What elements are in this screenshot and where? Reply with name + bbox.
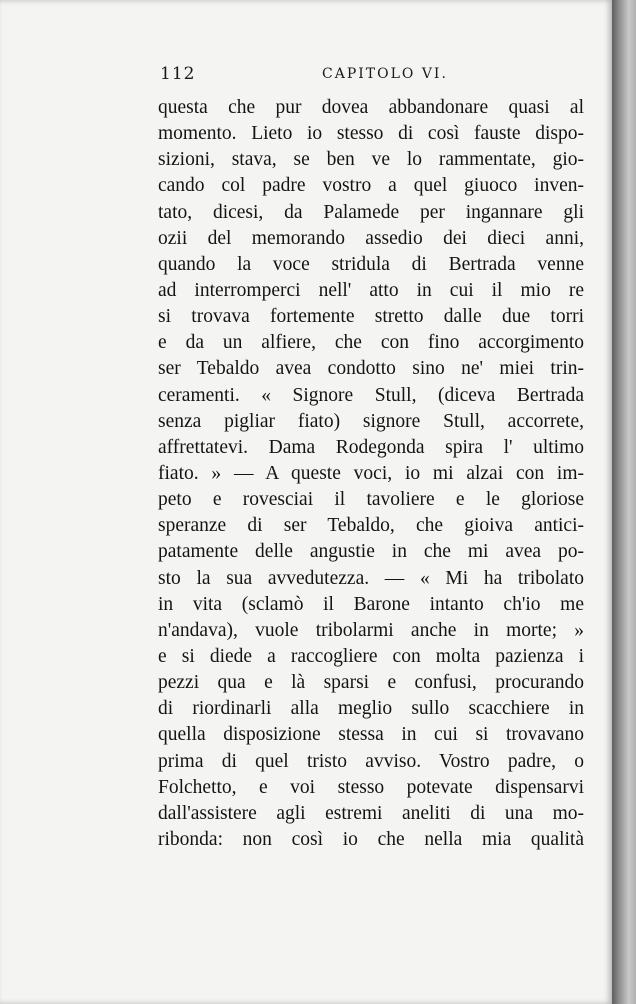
text-line: ribonda: non così io che nella mia qualità	[158, 828, 584, 850]
text-line: tato, dicesi, da Palamede per ingannare gli	[158, 201, 584, 223]
text-line: cando col padre vostro a quel giuoco inven-	[158, 175, 584, 197]
text-line: Folchetto, e voi stesso potevate dispensarvi	[158, 776, 584, 798]
text-line: sto la sua avvedutezza. — « Mi ha tribolato	[158, 567, 584, 589]
text-line: si trovava fortemente stretto dalle due torri	[158, 306, 584, 328]
text-line: ozii del memorando assedio dei dieci anni,	[158, 227, 584, 249]
text-line: ad interromperci nell' atto in cui il mio re	[158, 279, 584, 301]
text-line: ceramenti. « Signore Stull, (diceva Bertrada	[158, 384, 584, 406]
text-line: fiato. » — A queste voci, io mi alzai con im-	[158, 462, 584, 484]
text-line: quella disposizione stessa in cui si trovavano	[158, 724, 584, 746]
running-head: CAPITOLO VI.	[322, 66, 448, 82]
text-line: pezzi qua e là sparsi e confusi, procurando	[158, 672, 584, 694]
text-line: affrettatevi. Dama Rodegonda spira l' ultimo	[158, 436, 584, 458]
text-line: sizioni, stava, se ben ve lo rammentate, gio-	[158, 149, 584, 171]
text-line: n'andava), vuole tribolarmi anche in morte; »	[158, 619, 584, 641]
text-line: di riordinarli alla meglio sullo scacchiere in	[158, 698, 584, 720]
text-line: senza pigliar fiato) signore Stull, accorrete,	[158, 410, 584, 432]
text-line: prima di quel tristo avviso. Vostro padre, o	[158, 750, 584, 772]
text-line: questa che pur dovea abbandonare quasi al	[158, 97, 584, 118]
text-line: patamente delle angustie in che mi avea po-	[158, 541, 584, 563]
text-line: e da un alfiere, che con fino accorgimento	[158, 332, 584, 354]
text-line: quando la voce stridula di Bertrada venne	[158, 253, 584, 275]
text-line: in vita (sclamò il Barone intanto ch'io me	[158, 593, 584, 615]
text-line: speranze di ser Tebaldo, che gioiva antici-	[158, 515, 584, 537]
page-header	[160, 64, 570, 88]
text-line: peto e rovesciai il tavoliere e le gloriose	[158, 489, 584, 511]
text-line: e si diede a raccogliere con molta pazienza i	[158, 645, 584, 667]
body-text	[158, 95, 584, 853]
text-line: dall'assistere agli estremi aneliti di una mo-	[158, 802, 584, 824]
text-line: ser Tebaldo avea condotto sino ne' miei trin-	[158, 358, 584, 380]
page-edge-shadow	[612, 0, 636, 1004]
text-line: momento. Lieto io stesso di così fauste dispo-	[158, 123, 584, 145]
page-number: 112	[160, 64, 196, 84]
